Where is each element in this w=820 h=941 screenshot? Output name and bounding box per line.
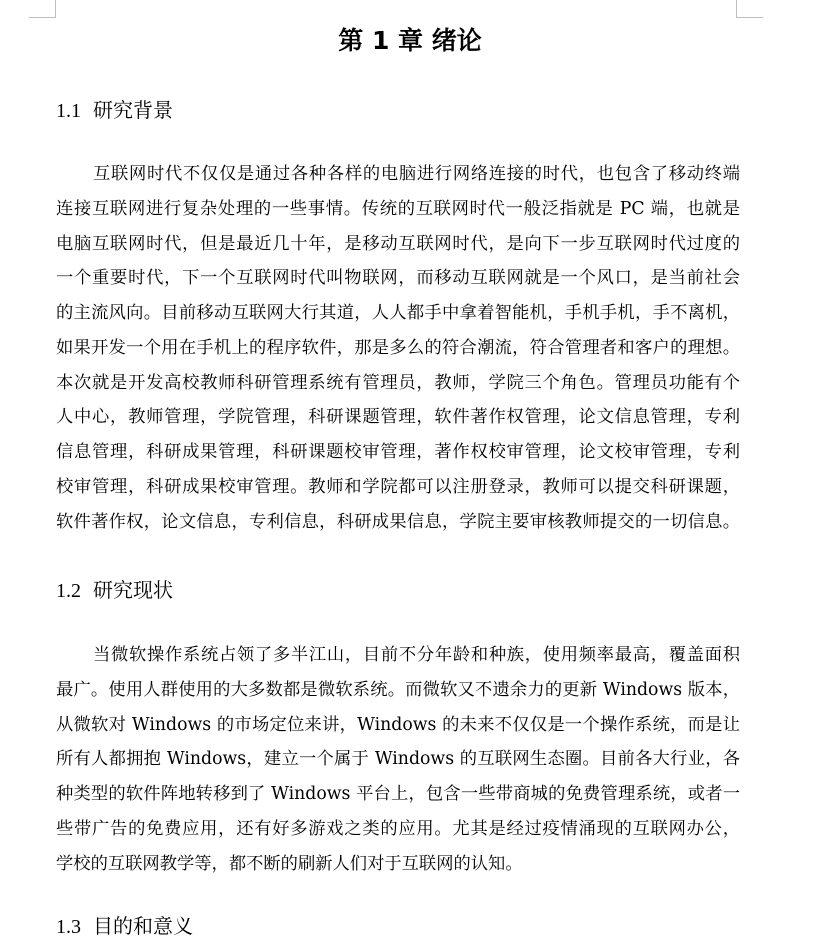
text-line: 电脑互联网时代，但是最近几十年，是移动互联网时代，是向下一步互联网时代过度的 [56, 233, 740, 254]
text-line: 人中心，教师管理，学院管理，科研课题管理，软件著作权管理，论文信息管理，专利 [56, 407, 740, 428]
text-line: 连接互联网进行复杂处理的一些事情。传统的互联网时代一般泛指就是 PC 端，也就是 [56, 198, 740, 219]
text-line: 最广。使用人群使用的大多数都是微软系统。而微软又不遗余力的更新 Windows 版本， [56, 679, 740, 700]
paragraph-research-background [56, 157, 740, 539]
margin-corner-mark-top-left [29, 0, 56, 18]
margin-corner-mark-top-right [736, 0, 763, 18]
text-line: 一个重要时代，下一个互联网时代叫物联网，而移动互联网就是一个风口，是当前社会 [56, 268, 740, 289]
text-line: 软件著作权，论文信息，专利信息，科研成果信息，学院主要审核教师提交的一切信息。 [56, 511, 740, 532]
section-number: 1.2 [56, 580, 81, 602]
section-number: 1.1 [56, 100, 81, 122]
text-line: 从微软对 Windows 的市场定位来讲，Windows 的未来不仅仅是一个操作系统，而是让 [56, 714, 740, 735]
text-line: 如果开发一个用在手机上的程序软件，那是多么的符合潮流，符合管理者和客户的理想。 [56, 337, 740, 358]
text-line: 学校的互联网教学等，都不断的刷新人们对于互联网的认知。 [56, 853, 523, 874]
text-line: 当微软操作系统占领了多半江山，目前不分年龄和种族，使用频率最高，覆盖面积 [93, 645, 740, 665]
section-title: 研究现状 [93, 578, 173, 602]
text-line: 互联网时代不仅仅是通过各种各样的电脑进行网络连接的时代，也包含了移动终端 [93, 164, 740, 184]
text-line: 的主流风向。目前移动互联网大行其道，人人都手中拿着智能机，手机手机，手不离机， [56, 303, 740, 323]
section-title: 研究背景 [93, 98, 173, 122]
text-line: 些带广告的免费应用，还有好多游戏之类的应用。尤其是经过疫情涌现的互联网办公， [56, 818, 740, 839]
text-line: 所有人都拥抱 Windows，建立一个属于 Windows 的互联网生态圈。目前各大行业，各 [56, 749, 740, 770]
section-heading-1-3 [56, 912, 193, 941]
section-number: 1.3 [56, 916, 81, 938]
section-title: 目的和意义 [93, 914, 193, 938]
text-line: 本次就是开发高校教师科研管理系统有管理员，教师，学院三个角色。管理员功能有个 [56, 372, 740, 393]
section-heading-1-2 [56, 576, 173, 605]
chapter-title: 第 1 章 绪论 [338, 26, 482, 55]
text-line: 信息管理，科研成果管理，科研课题校审管理，著作权校审管理，论文校审管理，专利 [56, 442, 740, 462]
text-line: 校审管理，科研成果校审管理。教师和学院都可以注册登录，教师可以提交科研课题， [56, 476, 740, 497]
paragraph-research-status [56, 638, 740, 881]
section-heading-1-1 [56, 96, 173, 125]
text-line: 种类型的软件阵地转移到了 Windows 平台上，包含一些带商城的免费管理系统，或者一 [56, 784, 740, 804]
